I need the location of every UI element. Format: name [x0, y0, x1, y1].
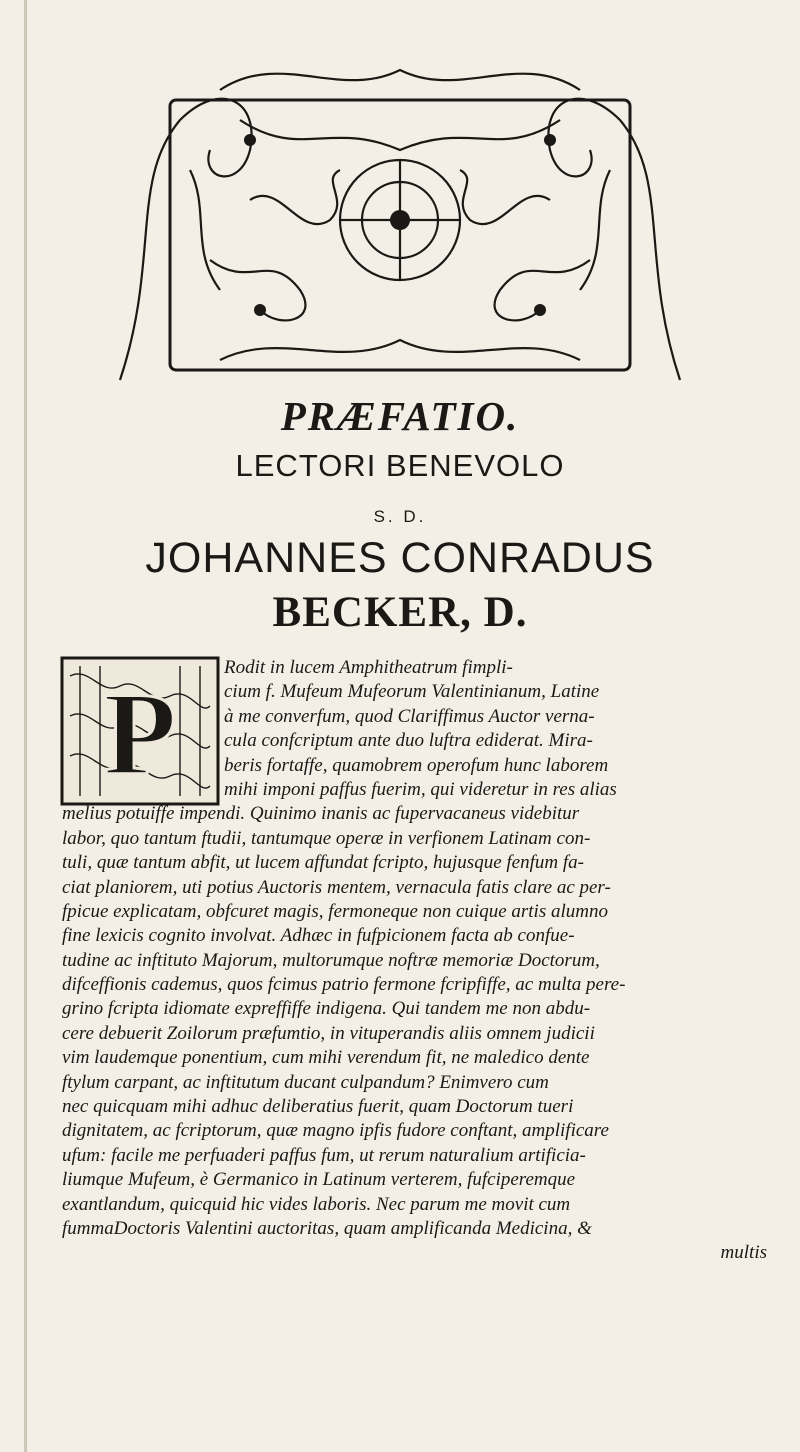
text-line: vim laudemque ponentium, cum mihi verendum fit, ne maledico dente [62, 1047, 590, 1069]
text-line: dignitatem, ac fcriptorum, quæ magno ipfis fudore conftant, amplificare [62, 1120, 609, 1142]
preface-title: PRÆFATIO. [280, 393, 520, 439]
text-line: melius potuiffe impendi. Quinimo inanis ac fupervacaneus videbitur [62, 803, 580, 825]
text-line: cium f. Mufeum Mufeorum Valentinianum, Latine [224, 681, 600, 703]
text-line: à me converfum, quod Clariffimus Auctor verna- [224, 705, 595, 727]
text-line: liumque Mufeum, è Germanico in Latinum verterem, fufciperemque [62, 1169, 576, 1191]
salutation-abbrev: S. D. [373, 507, 427, 526]
preface-body [62, 656, 777, 1266]
text-line: fummaDoctoris Valentini auctoritas, quam amplificanda Medicina, & [62, 1217, 592, 1239]
dedication-line: LECTORI BENEVOLO [235, 448, 565, 483]
text-line: labor, quo tantum ftudii, tantumque operæ in verfionem Latinam con- [62, 827, 591, 849]
author-surname: BECKER, D. [272, 589, 528, 636]
text-line: tudine ac inftituto Majorum, multorumque noftræ memoriæ Doctorum, [62, 949, 600, 971]
text-line: ciat planiorem, uti potius Auctoris mentem, vernacula fatis clare ac per- [62, 876, 611, 898]
floral-vignette-icon [100, 60, 700, 390]
text-line: exantlandum, quicquid hic vides laboris. Nec parum me movit cum [62, 1193, 571, 1215]
text-line: difceffionis cademus, quos fcimus patrio fermone fcripfiffe, ac multa pere- [62, 974, 626, 996]
text-line: ftylum carpant, ac inftitutum ducant culpandum? Enimvero cum [62, 1071, 549, 1093]
author-name: JOHANNES CONRADUS [145, 534, 655, 582]
text-line: cula confcriptum ante duo luftra ediderat. Mira- [224, 730, 593, 752]
text-line: fine lexicis cognito involvat. Adhæc in fufpicionem facta ab confue- [62, 925, 575, 947]
text-line: mihi imponi paffus fuerim, qui videretur in res alias [224, 778, 617, 800]
text-line: Rodit in lucem Amphitheatrum fimpli- [224, 657, 513, 678]
text-line: ufum: facile me perfuaderi paffus fum, ut rerum naturalium artificia- [62, 1144, 586, 1166]
page-fold-shadow [24, 0, 27, 1452]
initial-letter: P [103, 667, 177, 800]
text-line: nec quicquam mihi adhuc deliberatius fuerit, quam Doctorum tueri [62, 1096, 574, 1118]
text-line: cere debuerit Zoilorum præfumtio, in vituperandis aliis omnem judicii [62, 1022, 595, 1044]
text-line: grino fcripta idiomate expreffiffe indigena. Qui tandem me non abdu- [62, 998, 591, 1020]
text-line: fpicue explicatam, obfcuret magis, fermoneque non cuique artis alumno [62, 900, 608, 922]
text-line: beris fortaffe, quamobrem operofum hunc laborem [224, 754, 609, 776]
text-line: tuli, quæ tantum abfit, ut lucem affundat fcripto, hujusque fenfum fa- [62, 852, 584, 874]
text-line: multis [720, 1242, 767, 1264]
